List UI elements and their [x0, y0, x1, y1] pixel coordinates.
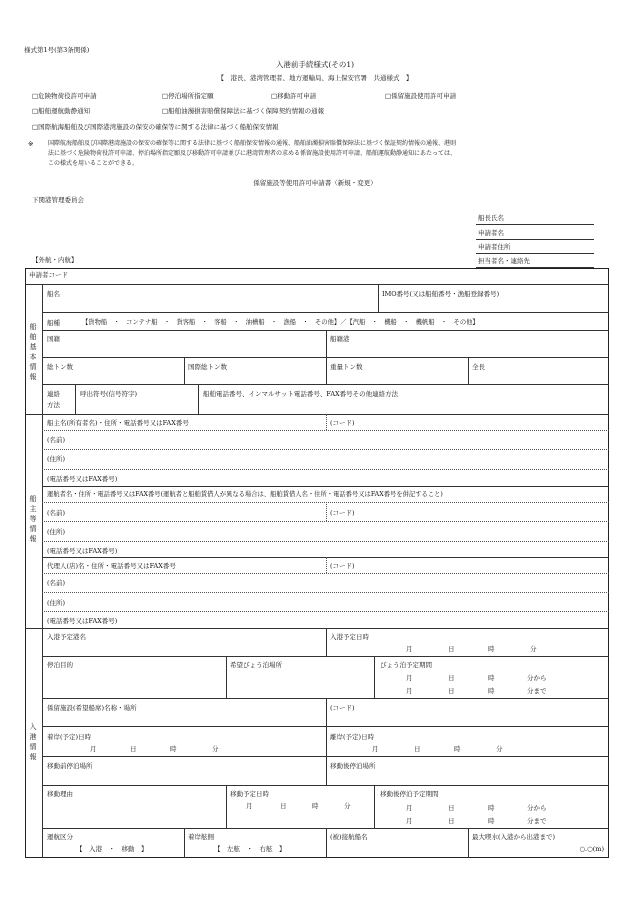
entry-month: 月	[406, 645, 413, 653]
section-line	[25, 414, 609, 415]
entry-hour: 時	[488, 645, 495, 653]
unberthing-hour: 時	[454, 745, 461, 753]
berthing-minute: 分	[212, 745, 219, 753]
after-to-day: 日	[448, 817, 455, 825]
dotted-line	[42, 592, 609, 593]
row-line	[42, 785, 609, 786]
nationality-label: 国籍	[47, 335, 60, 343]
unberthing-day: 日	[414, 745, 421, 753]
period-from-hour: 時	[488, 674, 495, 682]
owner-name: (名前)	[47, 436, 66, 444]
mooring-purpose-label: 停泊目的	[47, 661, 73, 669]
col-line	[374, 656, 375, 698]
berth-code: (コード)	[330, 704, 355, 712]
dotted-line	[42, 521, 609, 522]
section-label-ship: 船舶基本情報	[29, 323, 37, 381]
period-from-month: 月	[406, 674, 413, 682]
move-datetime-label: 移動予定日時	[230, 790, 269, 798]
addressee-line: 【 港長、港湾管理者、地方運輸局、海上保安官署 共通様式 】	[217, 74, 413, 82]
deadweight-label: 重量トン数	[330, 363, 363, 371]
move-minute: 分	[344, 802, 351, 810]
applicant-name-label: 申請者名	[478, 229, 504, 237]
signature-line	[476, 239, 594, 240]
row-line	[42, 384, 609, 385]
note-mark: ※	[28, 140, 34, 148]
col-line	[198, 384, 199, 414]
after-from-month: 月	[406, 804, 413, 812]
agent-code: (コード)	[330, 562, 355, 570]
dotted-line	[42, 430, 609, 431]
after-to-month: 月	[406, 817, 413, 825]
berthing-datetime-label: 着岸(予定)日時	[47, 733, 92, 741]
owner-header: 船主名(所有者名)・住所・電話番号又はFAX番号	[47, 419, 189, 427]
ship-type-options[interactable]: 【貨物船 ・ コンテナ船 ・ 貨客船 ・ 客船 ・ 油槽船 ・ 漁船 ・ その他】／【汽船 ・ 機船 ・ 機帆船 ・ その他】	[82, 319, 479, 326]
col-line	[374, 785, 375, 828]
checkbox-oil-pollution[interactable]: □船舶油濁損害賠償保障法に基づく保障契約情報の通報	[162, 107, 325, 115]
period-to-hour: 時	[488, 687, 495, 695]
contact-method-label: 方法	[47, 401, 60, 409]
note-line: 法に基づく危険物荷役許可申請、停泊場所指定願及び移動許可申請並びに港湾管理者の求める係留施設使用許可申請、船舶運航動静通知にあたっては、	[48, 150, 457, 157]
checkbox-hazardous-cargo[interactable]: □危険物荷役許可申請	[32, 92, 97, 100]
row-line	[42, 312, 609, 313]
note-line: この様式を用いることができる。	[48, 160, 139, 167]
col-line	[326, 828, 327, 858]
berthing-hour: 時	[170, 745, 177, 753]
period-to-month: 月	[406, 687, 413, 695]
move-day: 日	[280, 802, 287, 810]
unberthing-minute: 分	[496, 745, 503, 753]
entry-port-label: 入港予定港名	[47, 633, 86, 641]
operator-phone: (電話番号又はFAX番号)	[47, 547, 118, 555]
col-line	[226, 785, 227, 828]
entry-day: 日	[448, 645, 455, 653]
checkbox-movement-notice[interactable]: □船舶運航動静通知	[32, 107, 91, 115]
contact-detail-label: 船舶電話番号、インマルサット電話番号、FAX番号その他連絡方法	[203, 390, 399, 398]
col-line	[468, 357, 469, 384]
checkbox-ship-security[interactable]: □国際航海船舶及び国際港湾施設の保安の確保等に関する法律に基づく船舶保安情報	[32, 123, 279, 131]
service-class-label: 運航区分	[47, 833, 73, 841]
dotted-divider	[326, 557, 327, 573]
anchorage-wish-label: 希望びょう泊場所	[230, 661, 282, 669]
move-month: 月	[246, 802, 253, 810]
operator-name: (名前)	[47, 509, 66, 517]
col-line	[226, 656, 227, 698]
contact-person-label: 担当者名・連絡先	[478, 257, 530, 265]
after-from-day: 日	[448, 804, 455, 812]
period-to-day: 日	[448, 687, 455, 695]
col-line	[326, 357, 327, 384]
imo-label: IMO番号(又は船舶番号・漁船登録番号)	[382, 290, 500, 298]
col-line	[326, 756, 327, 785]
addressee: 下関港管理委員会	[32, 196, 84, 204]
before-place-label: 移動前停泊場所	[47, 762, 93, 770]
period-from-day: 日	[448, 674, 455, 682]
application-title: 係留施設等使用許可申請書（新規・変更）	[253, 179, 377, 187]
voyage-type[interactable]: 【外航・内航】	[32, 256, 78, 264]
intl-gross-tonnage-label: 国際総トン数	[188, 363, 227, 371]
max-draft-label: 最大喫水(入港から出港まで)	[472, 833, 556, 841]
owner-phone: (電話番号又はFAX番号)	[47, 475, 118, 483]
agent-phone: (電話番号又はFAX番号)	[47, 617, 118, 625]
entry-datetime-label: 入港予定日時	[330, 633, 369, 641]
applicant-code-label: 申請者コード	[29, 271, 68, 279]
port-of-registry-label: 船籍港	[330, 335, 350, 343]
operator-header: 運航者名・住所・電話番号又はFAX番号(運航者と船舶賃借人が異なる場合は、船舶賃借人名・住所・電話番号又はFAX番号を併記すること)	[47, 491, 443, 498]
owner-code: (コード)	[330, 419, 355, 427]
move-hour: 時	[312, 802, 319, 810]
col-line	[184, 357, 185, 384]
section-divider	[42, 284, 43, 858]
col-line	[326, 628, 327, 656]
dotted-divider	[326, 502, 327, 521]
col-line	[326, 698, 327, 726]
checkbox-movement-permit[interactable]: □移動許可申請	[271, 92, 317, 100]
entry-minute: 分	[530, 645, 537, 653]
agent-header: 代理人(店)名・住所・電話番号又はFAX番号	[47, 562, 176, 570]
contact-method-label: 連絡	[47, 390, 60, 398]
dotted-divider	[326, 414, 327, 430]
checkbox-mooring-designation[interactable]: □停泊場所指定願	[162, 92, 214, 100]
dotted-line	[42, 449, 609, 450]
unberthing-month: 月	[372, 745, 379, 753]
dotted-line	[42, 469, 609, 470]
agent-name: (名前)	[47, 579, 66, 587]
dotted-line	[42, 611, 609, 612]
unberthing-datetime-label: 離岸(予定)日時	[330, 733, 375, 741]
signature-line	[476, 224, 594, 225]
after-place-label: 移動後停泊場所	[330, 762, 376, 770]
max-draft-value: ○.○(m)	[579, 845, 604, 853]
ship-type-label: 船種	[47, 319, 60, 327]
ship-name-label: 船名	[47, 290, 60, 298]
gross-tonnage-label: 総トン数	[47, 363, 73, 371]
page-title: 入港前手続様式(その1)	[275, 60, 355, 69]
section-label-port: 入港情報	[29, 723, 37, 761]
after-to-minute: 分まで	[527, 817, 547, 825]
operator-address: (住所)	[47, 528, 66, 536]
move-reason-label: 移動理由	[47, 790, 73, 798]
after-to-hour: 時	[488, 817, 495, 825]
operator-code: (コード)	[330, 509, 355, 517]
signature-line	[476, 253, 594, 254]
applicant-address-label: 申請者住所	[478, 243, 511, 251]
length-label: 全長	[472, 363, 485, 371]
note-line: 国際航海船舶及び国際港湾施設の保安の確保等に関する法律に基づく船舶保安情報の通報、船舶油濁損害賠償保障法に基づく保証契約情報の通報、港則	[48, 140, 457, 147]
period-from-minute: 分から	[527, 674, 547, 682]
col-line	[184, 828, 185, 858]
form-number: 様式第1号(第3条関係)	[24, 46, 90, 54]
call-sign-label: 呼出符号(信号符字)	[80, 390, 138, 398]
row-line	[25, 284, 609, 285]
berth-side-label: 着岸舷側	[188, 833, 214, 841]
section-line	[25, 628, 609, 629]
anchorage-period-label: びょう泊予定期間	[380, 661, 432, 669]
period-to-minute: 分まで	[527, 687, 547, 695]
section-label-owner: 船主等情報	[29, 495, 37, 543]
towed-ship-label: (被)接航船名	[330, 833, 368, 841]
berthing-month: 月	[90, 745, 97, 753]
col-line	[378, 284, 379, 312]
berth-side-options[interactable]: 【 左舷 ・ 右舷 】	[214, 845, 286, 853]
col-line	[75, 384, 76, 414]
col-line	[326, 726, 327, 756]
owner-address: (住所)	[47, 455, 66, 463]
berth-label: 係留施設(希望船席)名称・場所	[47, 704, 137, 712]
berthing-day: 日	[130, 745, 137, 753]
col-line	[468, 828, 469, 858]
service-class-options[interactable]: 【 入港 ・ 移動 】	[76, 845, 148, 853]
dotted-line	[42, 541, 609, 542]
after-from-hour: 時	[488, 804, 495, 812]
checkbox-berth-use-permit[interactable]: □係留施設使用許可申請	[385, 92, 457, 100]
row-line	[42, 486, 609, 487]
agent-address: (住所)	[47, 599, 66, 607]
after-period-label: 移動後停泊予定期間	[380, 790, 439, 798]
after-from-minute: 分から	[527, 804, 547, 812]
dotted-line	[42, 573, 609, 574]
captain-name-label: 船長氏名	[478, 214, 504, 222]
col-line	[326, 330, 327, 357]
row-line	[42, 656, 609, 657]
